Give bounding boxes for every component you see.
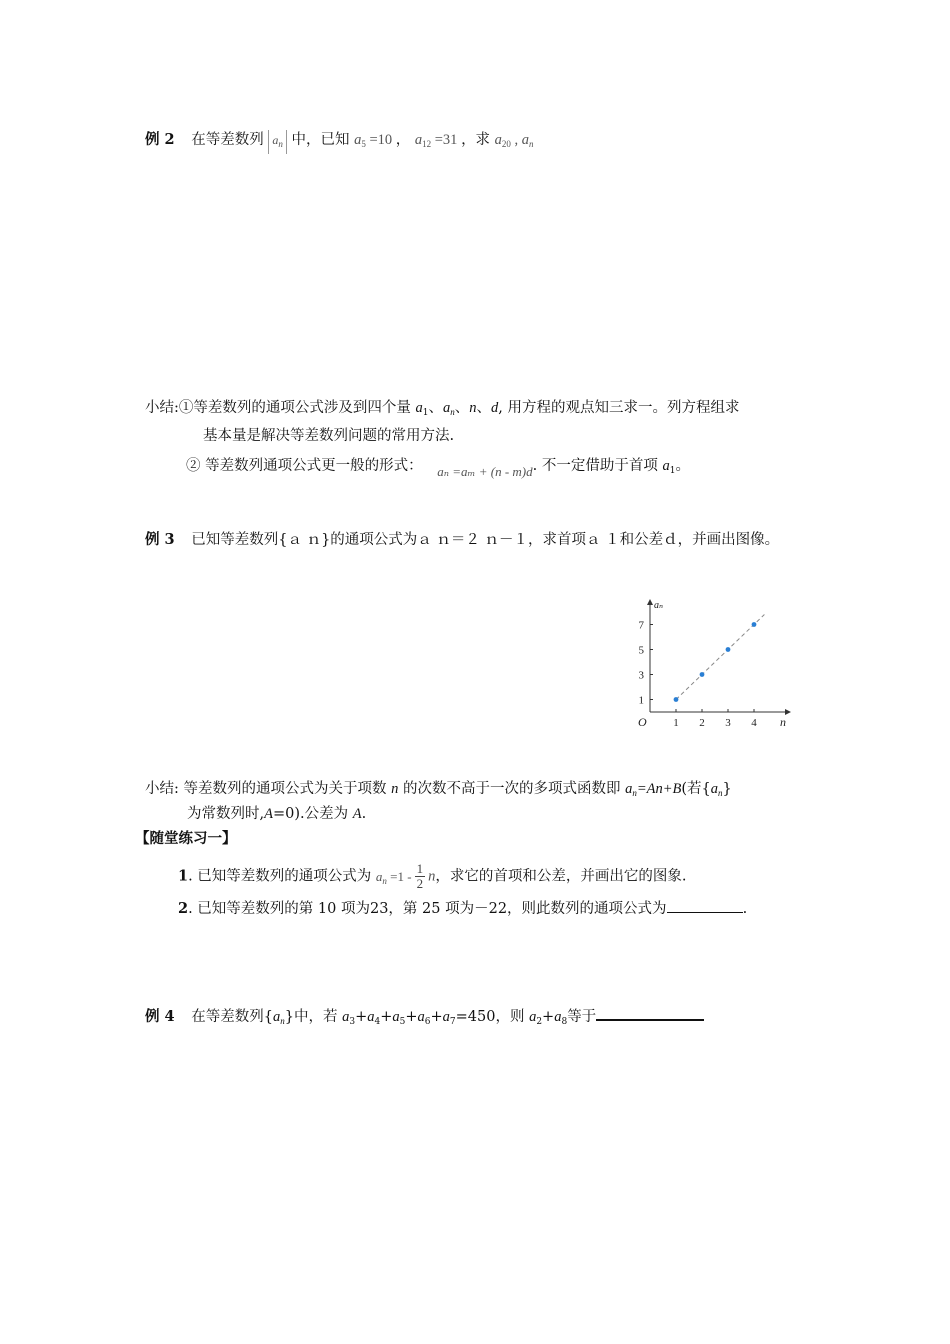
sequence-set: $a_n$	[268, 130, 287, 154]
question-terms: $a_{20}$ , $a_n$	[494, 132, 534, 149]
practice-formula: $a_n =1$ -	[375, 868, 412, 886]
summary-1-line-3: ② 等差数列通项公式更一般的形式： aₙ =aₘ + (n - m)d. 不一定借助于首项 $a_1$。	[186, 458, 690, 479]
example-2: 例 2 在等差数列 $a_n$ 中，已知 $a_5 =10$ ， $a_{12} =31$ ，求 $a_{20}$ , $a_n$	[145, 130, 534, 154]
summary-1-line-2: 基本量是解决等差数列问题的常用方法.	[203, 428, 455, 444]
x-tick-label: 2	[699, 717, 705, 729]
y-tick-label: 3	[638, 669, 644, 682]
y-axis-label: aₙ	[654, 600, 664, 611]
x-tick-label: 4	[751, 717, 757, 729]
y-tick-label: 7	[638, 619, 644, 632]
condition-a12: $a_{12} =31$	[414, 132, 458, 149]
example-4-label: 例 4	[145, 1008, 175, 1025]
example-4: 例 4 在等差数列$\{a_n\}$中，若 $a_3+a_4+a_5+a_6+a_7=450$，则 $a_2+a_8$等于	[145, 1004, 704, 1032]
x-axis-label: n	[780, 715, 786, 729]
example-2-text: 在等差数列	[191, 132, 264, 148]
summary-1-line-1: 小结:①等差数列的通项公式涉及到四个量 $a_1$、$a_n$、n、d, 用方程的观点知三求一。列方程组求	[145, 400, 740, 418]
example-3	[145, 530, 779, 550]
data-point	[700, 672, 705, 677]
trend-line	[676, 615, 764, 700]
practice-question-2: 2. 已知等差数列的第 10 项为23，第 25 项为－22，则此数列的通项公式为 .	[178, 900, 748, 917]
data-point	[752, 622, 757, 627]
x-tick-label: 3	[725, 717, 731, 729]
summary-2-line-2: 为常数列时,A=0).公差为 A.	[187, 806, 367, 822]
example-3-label: 例 3	[145, 531, 175, 548]
general-formula: aₙ =aₘ + (n - m)d	[437, 464, 533, 479]
y-tick-label: 1	[638, 694, 644, 707]
example-3-text: 已知等差数列{ａ ｎ}的通项公式为ａ ｎ＝２ ｎ－１，求首项ａ １和公差ｄ，并画出图像。	[191, 532, 780, 548]
sequence-graph	[630, 590, 800, 735]
y-ticks	[639, 620, 654, 707]
x-tick-label: 1	[673, 717, 679, 729]
practice-question-1: 1. 已知等差数列的通项公式为 $a_n =1$ - $\frac{1}{2}$ n，求它的首项和公差，并画出它的图象.	[178, 861, 687, 891]
data-point	[674, 697, 679, 702]
summary-2-label: 小结:	[145, 781, 179, 797]
summary-2-line-1: 小结: 等差数列的通项公式为关于项数 n 的次数不高于一次的多项式函数即 $a_n=An+B$(若$\{a_n\}$	[145, 781, 732, 798]
condition-a5: $a_5 =10$	[354, 132, 393, 149]
summary-1-label: 小结:	[145, 400, 179, 416]
answer-blank-q2[interactable]	[667, 898, 743, 913]
fraction-one-half: $\frac{1}{2}$	[416, 861, 424, 891]
example-2-label: 例 2	[145, 131, 175, 148]
answer-blank-ex4[interactable]	[596, 1004, 704, 1021]
origin-label: O	[638, 715, 647, 729]
data-point	[726, 647, 731, 652]
practice-header: 【随堂练习一】	[135, 830, 237, 847]
y-tick-label: 5	[638, 644, 644, 657]
